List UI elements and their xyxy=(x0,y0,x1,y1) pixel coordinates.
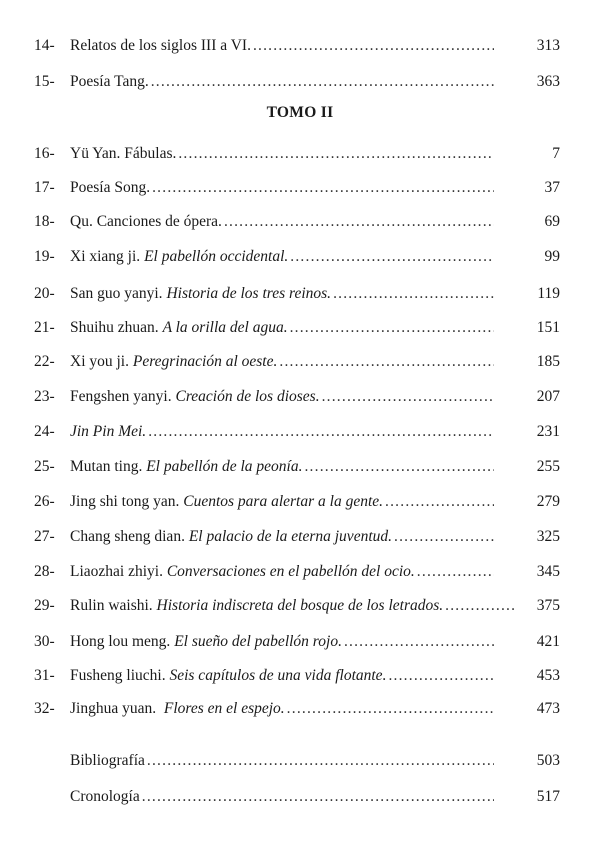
entry-title: Poesía Song. xyxy=(70,179,151,196)
entry-page-number: 99 xyxy=(544,248,560,265)
leader-dots xyxy=(417,560,494,584)
toc-entry xyxy=(34,385,560,409)
toc-entry xyxy=(34,455,560,479)
toc-entry xyxy=(34,70,560,94)
entry-page-number: 345 xyxy=(536,563,560,580)
entry-number: 14- xyxy=(34,37,55,54)
leader-dots xyxy=(394,525,494,549)
toc-entry xyxy=(34,630,560,654)
leader-dots xyxy=(279,350,494,374)
leader-dots xyxy=(142,785,494,809)
entry-title: Relatos de los siglos III a VI. xyxy=(70,37,251,54)
leader-dots xyxy=(148,420,494,444)
toc-entry xyxy=(34,594,560,618)
entry-page-number: 453 xyxy=(536,667,560,684)
entry-page-number: 185 xyxy=(536,353,560,370)
entry-title: Poesía Tang. xyxy=(70,73,149,90)
entry-page-number: 503 xyxy=(536,752,560,769)
entry-number: 18- xyxy=(34,213,55,230)
leader-dots xyxy=(287,697,494,721)
toc-entry xyxy=(34,245,560,269)
entry-page-number: 7 xyxy=(552,145,560,162)
leader-dots xyxy=(445,594,516,618)
entry-title: Qu. Canciones de ópera. xyxy=(70,213,222,230)
entry-number: 21- xyxy=(34,319,55,336)
leader-dots xyxy=(178,142,494,166)
entry-page-number: 517 xyxy=(536,788,560,805)
leader-dots xyxy=(322,385,494,409)
leader-dots xyxy=(151,70,494,94)
leader-dots xyxy=(147,749,494,773)
leader-dots xyxy=(304,455,494,479)
entry-page-number: 231 xyxy=(536,423,560,440)
toc-entry xyxy=(34,490,560,514)
entry-number: 28- xyxy=(34,563,55,580)
entry-page-number: 37 xyxy=(544,179,560,196)
entry-page-number: 421 xyxy=(536,633,560,650)
toc-entry xyxy=(34,210,560,234)
leader-dots xyxy=(224,210,494,234)
entry-number: 30- xyxy=(34,633,55,650)
entry-title: San guo yanyi. Historia de los tres reinos. xyxy=(70,285,332,302)
entry-title: Rulin waishi. Historia indiscreta del bosque de los letrados. xyxy=(70,597,444,614)
toc-entry xyxy=(34,350,560,374)
entry-page-number: 69 xyxy=(544,213,560,230)
entry-number: 19- xyxy=(34,248,55,265)
leader-dots xyxy=(333,282,494,306)
entry-page-number: 255 xyxy=(536,458,560,475)
entry-number: 22- xyxy=(34,353,55,370)
entry-page-number: 313 xyxy=(536,37,560,54)
entry-page-number: 151 xyxy=(536,319,560,336)
entry-page-number: 207 xyxy=(536,388,560,405)
entry-number: 27- xyxy=(34,528,55,545)
toc-entry-chronology xyxy=(70,785,560,809)
entry-number: 32- xyxy=(34,700,55,717)
entry-number: 15- xyxy=(34,73,55,90)
entry-title: Cronología xyxy=(70,788,140,805)
entry-title: Shuihu zhuan. A la orilla del agua. xyxy=(70,319,288,336)
entry-number: 17- xyxy=(34,179,55,196)
leader-dots xyxy=(253,34,494,58)
entry-title: Xi you ji. Peregrinación al oeste. xyxy=(70,353,278,370)
entry-number: 16- xyxy=(34,145,55,162)
entry-page-number: 119 xyxy=(537,285,560,302)
entry-number: 29- xyxy=(34,597,55,614)
toc-entry xyxy=(34,420,560,444)
entry-page-number: 279 xyxy=(536,493,560,510)
entry-title: Mutan ting. El pabellón de la peonía. xyxy=(70,458,303,475)
entry-title: Chang sheng dian. El palacio de la eterna juventud. xyxy=(70,528,393,545)
toc-entry xyxy=(34,34,560,58)
entry-title: Hong lou meng. El sueño del pabellón rojo. xyxy=(70,633,342,650)
entry-title: Fusheng liuchi. Seis capítulos de una vida flotante. xyxy=(70,667,387,684)
entry-number: 31- xyxy=(34,667,55,684)
entry-title: Jinghua yuan. Flores en el espejo. xyxy=(70,700,285,717)
toc-entry xyxy=(34,697,560,721)
leader-dots xyxy=(290,245,494,269)
toc-entry xyxy=(34,282,560,306)
toc-entry xyxy=(34,525,560,549)
leader-dots xyxy=(388,664,494,688)
entry-title: Fengshen yanyi. Creación de los dioses. xyxy=(70,388,320,405)
entry-number: 25- xyxy=(34,458,55,475)
entry-page-number: 325 xyxy=(536,528,560,545)
entry-title: Yü Yan. Fábulas. xyxy=(70,145,177,162)
entry-title: Jin Pin Mei. xyxy=(70,423,147,440)
toc-entry xyxy=(34,316,560,340)
entry-page-number: 375 xyxy=(536,597,560,614)
toc-entry-bibliography xyxy=(70,749,560,773)
entry-number: 23- xyxy=(34,388,55,405)
toc-entry xyxy=(34,664,560,688)
entry-number: 26- xyxy=(34,493,55,510)
leader-dots xyxy=(344,630,494,654)
entry-title: Jing shi tong yan. Cuentos para alertar a la gente. xyxy=(70,493,384,510)
section-heading: TOMO II xyxy=(266,104,334,121)
entry-title: Bibliografía xyxy=(70,752,145,769)
entry-number: 20- xyxy=(34,285,55,302)
leader-dots xyxy=(290,316,494,340)
entry-title: Xi xiang ji. El pabellón occidental. xyxy=(70,248,289,265)
toc-entry xyxy=(34,142,560,166)
entry-number: 24- xyxy=(34,423,55,440)
toc-entry xyxy=(34,176,560,200)
entry-page-number: 473 xyxy=(536,700,560,717)
leader-dots xyxy=(152,176,494,200)
entry-title: Liaozhai zhiyi. Conversaciones en el pabellón del ocio. xyxy=(70,563,415,580)
leader-dots xyxy=(385,490,494,514)
entry-page-number: 363 xyxy=(536,73,560,90)
toc-entry xyxy=(34,560,560,584)
